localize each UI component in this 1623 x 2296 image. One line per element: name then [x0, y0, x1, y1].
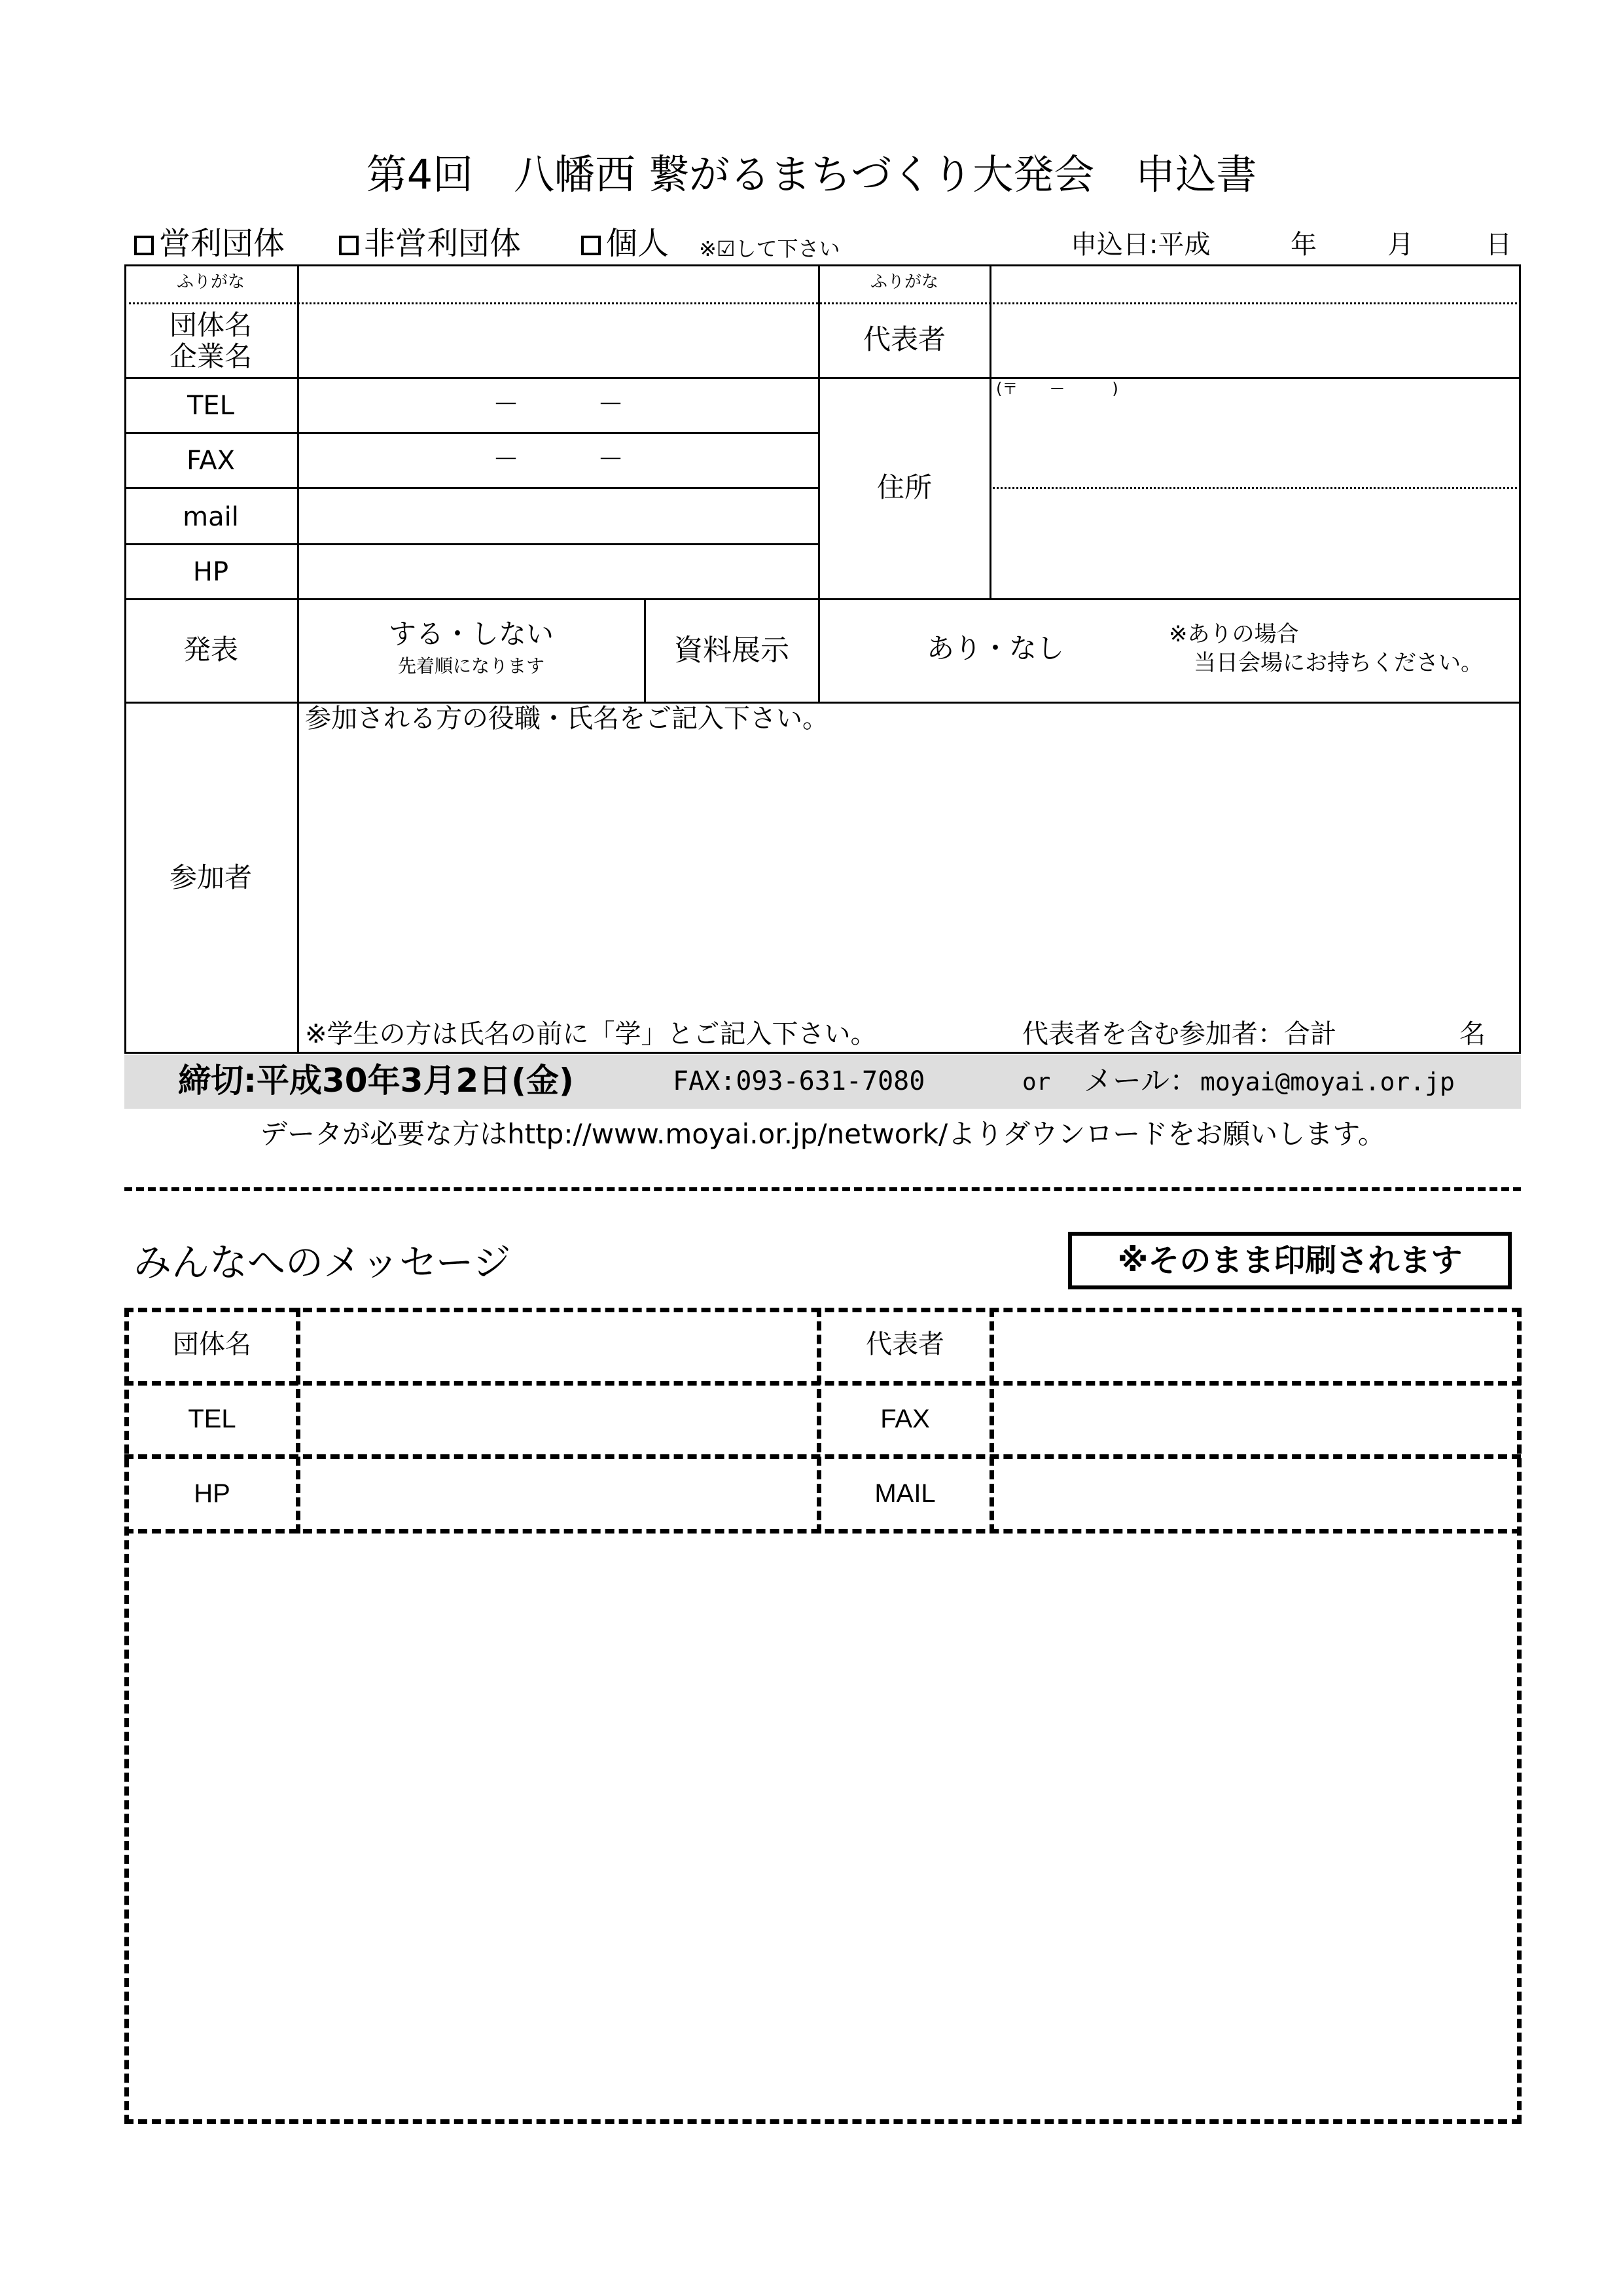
- checkbox-icon[interactable]: [134, 236, 154, 255]
- presentation-label: 発表: [183, 634, 238, 666]
- hp-label: HP: [192, 557, 229, 587]
- check-note: ※☑して下さい: [699, 236, 840, 261]
- date-year: 年: [1291, 230, 1317, 260]
- message-heading: みんなへのメッセージ: [134, 1240, 511, 1285]
- option-profit-label: 営利団体: [159, 225, 285, 262]
- participants-instruction: 参加される方の役職・氏名をご記入下さい。: [305, 704, 829, 734]
- materials-note-1: ※ありの場合: [1169, 621, 1299, 647]
- org-name-label: 団体名: [169, 309, 252, 341]
- deadline-fax: FAX:093-631-7080: [673, 1066, 925, 1096]
- row-divider: [124, 598, 1521, 600]
- message-fax-label: FAX: [880, 1405, 930, 1433]
- participants-label: 参加者: [169, 861, 252, 893]
- download-note: データが必要な方はhttp://www.moyai.or.jp/network/よりダウンロードをお願いします。: [260, 1118, 1385, 1150]
- message-hp-label: HP: [194, 1479, 230, 1508]
- furigana-divider: [124, 302, 1521, 304]
- furigana-label: ふりがな: [870, 272, 938, 292]
- message-fax-field[interactable]: [996, 1388, 1513, 1450]
- message-mail-field[interactable]: [996, 1461, 1513, 1525]
- message-org-label: 団体名: [173, 1330, 251, 1359]
- address-label: 住所: [876, 471, 932, 503]
- option-individual-label: 個人: [606, 225, 669, 262]
- furigana-label: ふりがな: [176, 272, 245, 292]
- message-divider: [124, 1454, 1521, 1459]
- rep-name-field[interactable]: [993, 306, 1517, 374]
- page-title: 第4回 八幡西 繋がるまちづくり大発会 申込書: [366, 151, 1257, 198]
- message-body-field[interactable]: [131, 1535, 1513, 2115]
- row-divider: [124, 543, 819, 545]
- checkbox-icon[interactable]: [339, 236, 359, 255]
- message-border: [1517, 1308, 1522, 2124]
- address-line2-field[interactable]: [993, 491, 1517, 596]
- total-label: 代表者を含む参加者：合計: [1022, 1019, 1336, 1049]
- date-label: 申込日:平成: [1071, 230, 1211, 260]
- col-divider: [990, 264, 991, 598]
- address-line1-field[interactable]: [993, 402, 1517, 484]
- option-individual[interactable]: [581, 225, 669, 262]
- representative-label: 代表者: [863, 323, 946, 355]
- row-divider: [124, 377, 1521, 379]
- company-name-label: 企業名: [169, 340, 252, 372]
- print-note: ※そのまま印刷されます: [1117, 1242, 1463, 1279]
- message-border: [124, 2119, 1521, 2124]
- message-hp-field[interactable]: [302, 1461, 813, 1525]
- total-unit: 名: [1459, 1019, 1486, 1049]
- message-col-divider: [296, 1308, 300, 1534]
- message-rep-label: 代表者: [866, 1330, 944, 1359]
- row-divider: [124, 432, 819, 434]
- student-note: ※学生の方は氏名の前に「学」とご記入下さい。: [305, 1019, 877, 1049]
- mail-label: mail: [183, 502, 239, 532]
- presentation-choice[interactable]: する・しない: [388, 618, 554, 650]
- deadline-text: 締切:平成30年3月2日(金): [178, 1062, 574, 1100]
- postal-code-field[interactable]: (〒 － ): [996, 380, 1118, 398]
- message-org-field[interactable]: [302, 1314, 813, 1377]
- message-mail-label: MAIL: [874, 1479, 936, 1508]
- cut-line: [124, 1187, 1521, 1191]
- materials-choice[interactable]: あり・なし: [927, 632, 1065, 664]
- message-rep-field[interactable]: [996, 1314, 1513, 1377]
- org-furigana-field[interactable]: [301, 268, 815, 301]
- deadline-mail[interactable]: moyai@moyai.or.jp: [1200, 1067, 1455, 1096]
- deadline-or: or: [1022, 1069, 1051, 1096]
- participants-field[interactable]: [301, 740, 1517, 1008]
- option-nonprofit-label: 非営利団体: [364, 225, 522, 262]
- presentation-note: 先着順になります: [397, 655, 544, 677]
- message-border: [124, 1308, 1521, 1312]
- message-divider: [124, 1381, 1521, 1386]
- hp-field[interactable]: [301, 547, 815, 596]
- fax-field[interactable]: － －: [493, 444, 624, 475]
- rep-furigana-field[interactable]: [993, 268, 1517, 301]
- row-divider: [124, 487, 819, 489]
- message-tel-field[interactable]: [302, 1388, 813, 1450]
- checkbox-icon[interactable]: [581, 236, 601, 255]
- option-nonprofit[interactable]: [339, 225, 522, 262]
- date-day: 日: [1486, 230, 1512, 260]
- deadline-mail-label: メール：: [1084, 1064, 1199, 1098]
- fax-label: FAX: [186, 446, 236, 476]
- org-name-field[interactable]: [301, 306, 815, 374]
- tel-field[interactable]: － －: [493, 389, 624, 420]
- address-divider: [990, 487, 1521, 489]
- materials-note-2: 当日会場にお持ちください。: [1194, 650, 1483, 676]
- mail-field[interactable]: [301, 491, 815, 541]
- tel-label: TEL: [187, 391, 234, 421]
- message-col-divider: [990, 1308, 994, 1534]
- message-divider: [124, 1529, 1521, 1534]
- materials-label: 資料展示: [674, 634, 789, 667]
- message-tel-label: TEL: [188, 1405, 236, 1433]
- option-profit[interactable]: [134, 225, 285, 262]
- date-month: 月: [1387, 230, 1414, 260]
